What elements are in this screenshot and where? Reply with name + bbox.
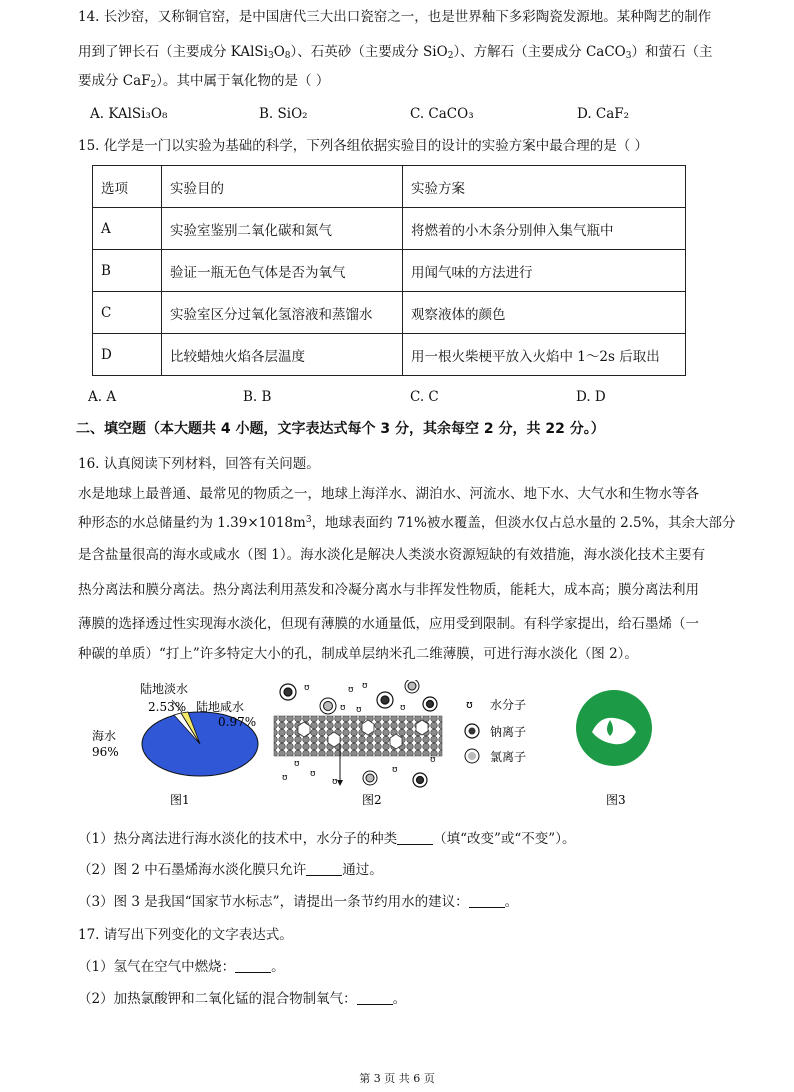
svg-text:ʊ: ʊ bbox=[304, 683, 310, 693]
table-cell: 验证一瓶无色气体是否为氧气 bbox=[162, 250, 403, 292]
q14-line2: 用到了钾长石（主要成分 $KAlSi_3O_8$）、石英砂（主要成分 SiO$_2$）、方解石（主要成分 CaCO$_3$）和萤石（主 bbox=[78, 44, 713, 61]
figure-2-legend bbox=[460, 690, 550, 770]
table-cell: B bbox=[93, 250, 162, 292]
water-molecule-icon: ʊ bbox=[466, 698, 473, 711]
svg-text:ʊ: ʊ bbox=[356, 705, 362, 715]
q16-paragraph-line: 种碳的单质）“打上”许多特定大小的孔，制成单层纳米孔二维薄膜，可进行海水淡化（图 2）。 bbox=[78, 646, 638, 662]
table-cell: C bbox=[93, 292, 162, 334]
q14-line1: 14. 长沙窑，又称铜官窑，是中国唐代三大出口瓷窑之一，也是世界釉下多彩陶瓷发源地。某种陶艺的制作 bbox=[78, 9, 712, 25]
fig1-label-salt: 陆地咸水 bbox=[196, 700, 245, 714]
page-footer: 第 3 页 共 6 页 bbox=[359, 1072, 435, 1085]
q15-stem: 15. 化学是一门以实验为基础的科学，下列各组依据实验目的设计的实验方案中最合理的是（ ） bbox=[78, 138, 649, 154]
svg-text:ʊ: ʊ bbox=[392, 765, 398, 775]
q16-intro: 16. 认真阅读下列材料，回答有关问题。 bbox=[78, 456, 320, 472]
legend-chloride: 氯离子 bbox=[490, 750, 527, 764]
legend-sodium: 钠离子 bbox=[490, 725, 527, 739]
table-header: 选项 bbox=[93, 166, 162, 208]
table-cell: 观察液体的颜色 bbox=[403, 292, 686, 334]
q16-paragraph-line: 薄膜的选择透过性实现海水淡化，但现有薄膜的水通量低，应用受到限制。有科学家提出，给石墨烯（一 bbox=[78, 616, 699, 632]
q17-stem: 17. 请写出下列变化的文字表达式。 bbox=[78, 927, 293, 943]
q14-option-c[interactable]: C. CaCO₃ bbox=[410, 106, 474, 122]
table-row bbox=[93, 292, 686, 334]
chloride-ion-core bbox=[468, 752, 476, 760]
q14-option-d[interactable]: D. CaF₂ bbox=[577, 106, 630, 122]
fig1-label-sea: 海水 bbox=[92, 729, 117, 743]
fig1-value-fresh: 2.53% bbox=[148, 700, 187, 714]
svg-text:ʊ: ʊ bbox=[294, 759, 300, 769]
q14-line3: 要成分 CaF$_2$）。其中属于氧化物的是（ ） bbox=[78, 73, 330, 90]
svg-text:ʊ: ʊ bbox=[340, 703, 346, 713]
q15-table bbox=[92, 165, 686, 376]
q16-paragraph-line: 水是地球上最普通、最常见的物质之一，地球上海洋水、湖泊水、河流水、地下水、大气水和生物水等各 bbox=[78, 486, 699, 502]
fig3-caption: 图3 bbox=[606, 793, 626, 807]
figure-2-membrane bbox=[270, 680, 450, 810]
table-cell: 用闻气味的方法进行 bbox=[403, 250, 686, 292]
q16-paragraph-line: 是含盐量很高的海水或咸水（图 1）。海水淡化是解决人类淡水资源短缺的有效措施，海水淡化技术主要有 bbox=[78, 547, 706, 563]
q15-option-b[interactable]: B. B bbox=[243, 389, 272, 405]
sodium-ion-core bbox=[469, 728, 476, 735]
q15-option-a[interactable]: A. A bbox=[88, 389, 117, 405]
answer-blank[interactable] bbox=[397, 832, 433, 845]
flow-arrowhead bbox=[337, 780, 343, 786]
q17-sub1: （1）氢气在空气中燃烧： 。 bbox=[78, 959, 285, 975]
legend-water: 水分子 bbox=[490, 698, 527, 712]
section-heading: 二、填空题（本大题共 4 小题，文字表达式每个 3 分，其余每空 2 分，共 22 分。） bbox=[76, 421, 605, 437]
answer-blank[interactable] bbox=[469, 895, 505, 908]
table-cell: 用一根火柴梗平放入火焰中 1～2s 后取出 bbox=[403, 334, 686, 376]
fig1-value-sea: 96% bbox=[92, 745, 119, 759]
q16-sub1: （1）热分离法进行海水淡化的技术中，水分子的种类 （填“改变”或“不变”）。 bbox=[78, 831, 576, 847]
svg-text:ʊ: ʊ bbox=[332, 777, 338, 787]
answer-blank[interactable] bbox=[306, 863, 342, 876]
q15-option-d[interactable]: D. D bbox=[576, 389, 606, 405]
q14-options bbox=[90, 106, 710, 124]
q14-option-b[interactable]: B. SiO₂ bbox=[259, 106, 308, 122]
graphene-sheet bbox=[274, 716, 442, 756]
fig1-caption: 图1 bbox=[170, 793, 190, 807]
q16-paragraph-line: 种形态的水总储量约为 $1.39\times 1018m^3$，地球表面约 71%被水覆盖，但淡水仅占总水量的 2.5%，其余大部分 bbox=[78, 515, 736, 531]
table-cell: 比较蜡烛火焰各层温度 bbox=[162, 334, 403, 376]
table-cell: 将燃着的小木条分别伸入集气瓶中 bbox=[403, 208, 686, 250]
q16-paragraph-line: 热分离法和膜分离法。热分离法利用蒸发和冷凝分离水与非挥发性物质，能耗大，成本高；膜分离法利用 bbox=[78, 582, 699, 598]
q17-sub2: （2）加热氯酸钾和二氧化锰的混合物制氧气： 。 bbox=[78, 991, 407, 1007]
table-row bbox=[93, 208, 686, 250]
table-cell: A bbox=[93, 208, 162, 250]
svg-text:ʊ: ʊ bbox=[400, 703, 406, 713]
table-cell: D bbox=[93, 334, 162, 376]
answer-blank[interactable] bbox=[235, 960, 271, 973]
fig1-label-fresh: 陆地淡水 bbox=[140, 682, 189, 696]
table-cell: 实验室区分过氧化氢溶液和蒸馏水 bbox=[162, 292, 403, 334]
q16-sub2: （2）图 2 中石墨烯海水淡化膜只允许 通过。 bbox=[78, 862, 383, 878]
q15-option-c[interactable]: C. C bbox=[410, 389, 439, 405]
table-header: 实验方案 bbox=[403, 166, 686, 208]
svg-text:ʊ: ʊ bbox=[348, 685, 354, 695]
table-row bbox=[93, 250, 686, 292]
fig1-value-salt: 0.97% bbox=[218, 715, 257, 729]
table-row bbox=[93, 334, 686, 376]
svg-text:ʊ: ʊ bbox=[310, 769, 316, 779]
figure-1-pie bbox=[88, 678, 268, 808]
answer-blank[interactable] bbox=[357, 992, 393, 1005]
svg-text:ʊ: ʊ bbox=[430, 755, 436, 765]
q16-sub3: （3）图 3 是我国“国家节水标志”，请提出一条节约用水的建议： 。 bbox=[78, 894, 519, 910]
table-header: 实验目的 bbox=[162, 166, 403, 208]
table-header-row bbox=[93, 166, 686, 208]
svg-text:ʊ: ʊ bbox=[282, 773, 288, 783]
svg-text:ʊ: ʊ bbox=[362, 681, 368, 691]
table-cell: 实验室鉴别二氧化碳和氮气 bbox=[162, 208, 403, 250]
q15-options bbox=[88, 389, 708, 407]
fig2-caption: 图2 bbox=[362, 793, 382, 807]
figure-3-logo bbox=[570, 688, 670, 810]
q14-option-a[interactable]: A. KAlSi₃O₈ bbox=[90, 106, 168, 122]
